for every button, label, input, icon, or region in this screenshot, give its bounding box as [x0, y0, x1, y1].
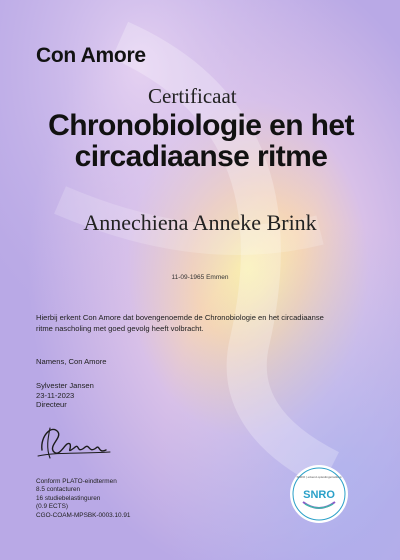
course-title: Chronobiologie en het circadiaanse ritme [48, 109, 354, 173]
birth-info: 11-09-1965 Emmen [171, 274, 229, 281]
snro-seal-icon [289, 464, 349, 524]
seal-ring-text: SNRO | erkend opleidingsinstituut [296, 475, 342, 479]
recipient-name: Annechiena Anneke Brink [83, 210, 317, 235]
accreditation-line: Conform PLATO-eindtermen [36, 478, 117, 485]
brand-logo-text: Con Amore [36, 44, 146, 67]
certificate-label: Certificaat [148, 84, 237, 108]
signer-name: Sylvester Jansen [36, 381, 94, 390]
signer-block [36, 381, 94, 410]
statement-text: Hierbij erkent Con Amore dat bovengenoemde de Chronobiologie en het circadiaanse ritme nascholing met goed gevolg heeft volbracht. [36, 313, 324, 333]
signature-image [36, 418, 116, 464]
seal-text: SNRO [303, 489, 335, 501]
accreditation-line: 16 studiebelastinguren [36, 494, 101, 502]
signer-role: Directeur [36, 400, 67, 409]
accreditation-code: CGO-COAM-MPSBK-0003.10.91 [36, 511, 131, 519]
accreditation-block [36, 478, 130, 520]
on-behalf-text: Namens, Con Amore [36, 357, 107, 366]
signer-date: 23-11-2023 [36, 390, 75, 400]
accreditation-line: (0.9 ECTS) [36, 503, 68, 511]
accreditation-line: 8.5 contacturen [36, 486, 81, 494]
